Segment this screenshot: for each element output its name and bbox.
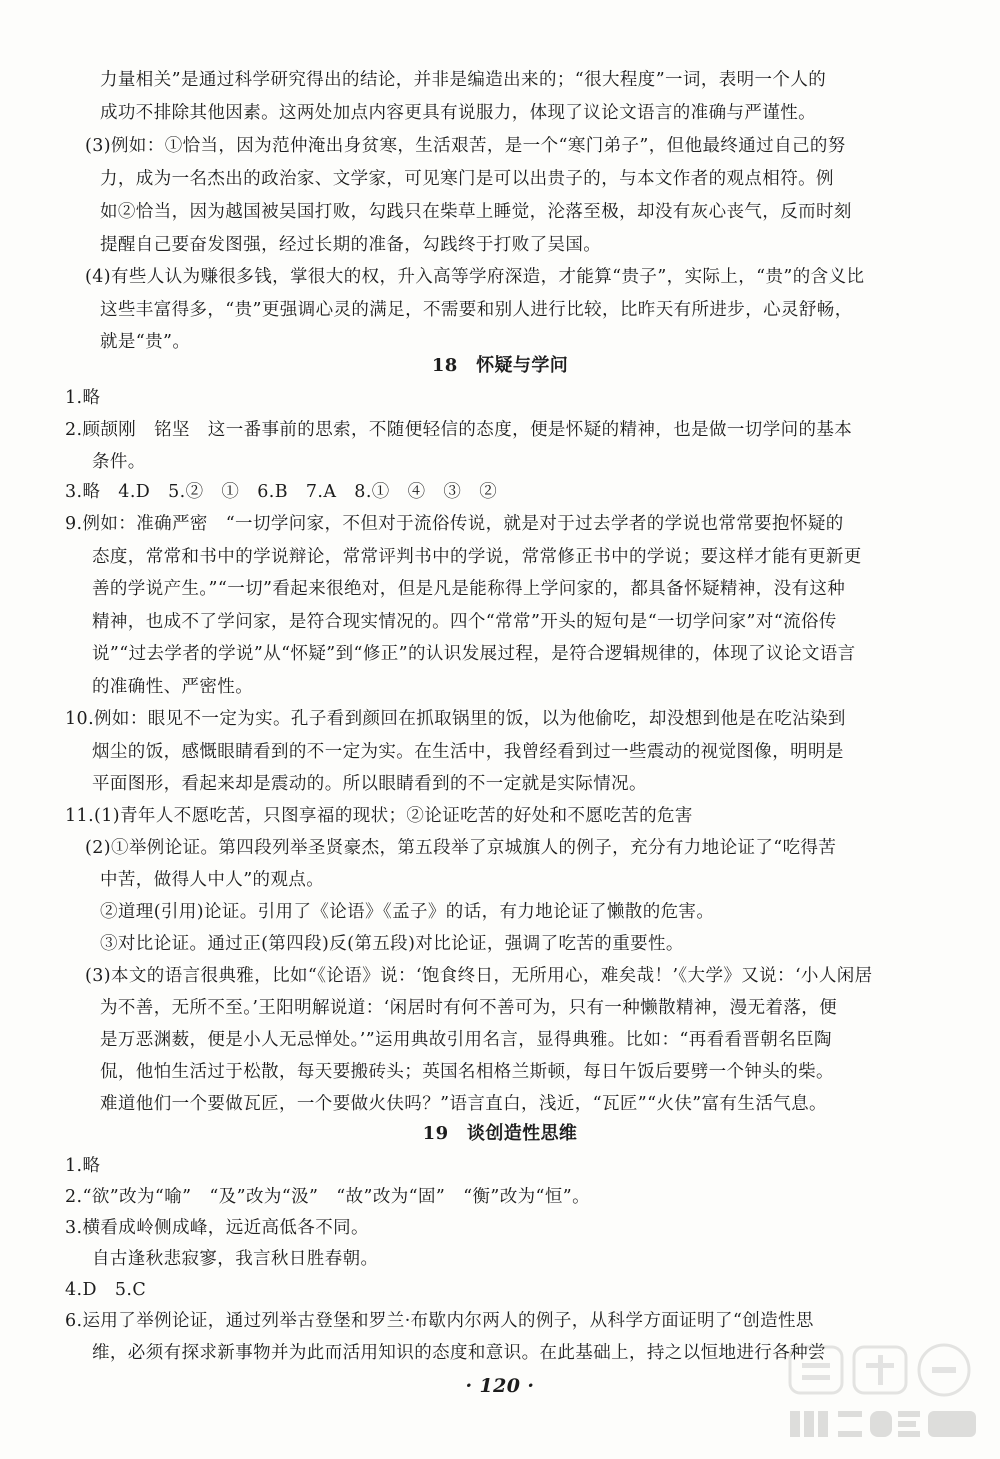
text-line: 2.顾颉刚 铭坚 这一番事前的思索，不随便轻信的态度，便是怀疑的精神，也是做一切学问的基本 [65, 420, 853, 440]
text-line: 3.略 4.D 5.② ① 6.B 7.A 8.① ④ ③ ② [65, 482, 498, 502]
text-line: 4.D 5.C [65, 1280, 147, 1300]
text-line: 条件。 [92, 452, 146, 472]
text-line: 中苦，做得人中人”的观点。 [100, 870, 325, 890]
text-line: 这些丰富得多，“贵”更强调心灵的满足，不需要和别人进行比较，比昨天有所进步，心灵舒畅， [100, 300, 853, 320]
text-line: 成功不排除其他因素。这两处加点内容更具有说服力，体现了议论文语言的准确与严谨性。 [100, 103, 816, 123]
text-line: (2)①举例论证。第四段列举圣贤豪杰，第五段举了京城旗人的例子，充分有力地论证了“吃得苦 [85, 838, 837, 858]
text-line: 态度，常常和书中的学说辩论，常常评判书中的学说，常常修正书中的学说；要这样才能有更新更 [92, 547, 862, 567]
section-heading-19: 19 谈创造性思维 [422, 1123, 578, 1144]
text-line: 善的学说产生。”“一切”看起来很绝对，但是凡是能称得上学问家的，都具备怀疑精神，没有这种 [92, 579, 846, 599]
text-line: 自古逢秋悲寂寥，我言秋日胜春朝。 [92, 1249, 379, 1269]
text-line: 2.“欲”改为“喻” “及”改为“汲” “故”改为“固” “衡”改为“恒”。 [65, 1187, 591, 1207]
text-line: 精神，也成不了学问家，是符合现实情况的。四个“常常”开头的短句是“一切学问家”对“流俗传 [92, 612, 837, 632]
text-line: (3)例如：①恰当，因为范仲淹出身贫寒，生活艰苦，是一个“寒门弟子”，但他最终通过自己的努 [85, 136, 846, 156]
text-line: 力量相关”是通过科学研究得出的结论，并非是编造出来的；“很大程度”一词，表明一个人的 [100, 70, 827, 90]
text-line: (3)本文的语言很典雅，比如“《论语》说：‘饱食终日，无所用心，难矣哉！’《大学》又说：‘小人闲居 [85, 966, 873, 986]
watermark-logo [782, 1337, 982, 1447]
text-line: 难道他们一个要做瓦匠，一个要做火伕吗？”语言直白，浅近，“瓦匠”“火伕”富有生活气息。 [100, 1094, 827, 1114]
text-line: 11.(1)青年人不愿吃苦，只图享福的现状；②论证吃苦的好处和不愿吃苦的危害 [65, 806, 693, 826]
text-line: ③对比论证。通过正(第四段)反(第五段)对比论证，强调了吃苦的重要性。 [100, 934, 684, 954]
text-line: 力，成为一名杰出的政治家、文学家，可见寒门是可以出贵子的，与本文作者的观点相符。例 [100, 169, 834, 189]
text-line: 是万恶渊薮，便是小人无忌惮处。’”运用典故引用名言，显得典雅。比如：“再看看晋朝名臣陶 [100, 1030, 832, 1050]
text-line: 如②恰当，因为越国被吴国打败，勾践只在柴草上睡觉，沦落至极，却没有灰心丧气，反而时刻 [100, 202, 852, 222]
text-line: 6.运用了举例论证，通过列举古登堡和罗兰·布歇内尔两人的例子，从科学方面证明了“创造性思 [65, 1311, 814, 1331]
text-line: (4)有些人认为赚很多钱，掌很大的权，升入高等学府深造，才能算“贵子”，实际上，“贵”的含义比 [85, 267, 865, 287]
section-heading-18: 18 怀疑与学问 [431, 355, 569, 376]
text-line: 提醒自己要奋发图强，经过长期的准备，勾践终于打败了吴国。 [100, 235, 602, 255]
page-number: · 120 · [465, 1375, 535, 1397]
text-line: 1.略 [65, 1156, 101, 1176]
text-line: 维，必须有探求新事物并为此而活用知识的态度和意识。在此基础上，持之以恒地进行各种尝 [92, 1343, 826, 1363]
text-line: 的准确性、严密性。 [92, 677, 254, 697]
text-line: 平面图形，看起来却是震动的。所以眼睛看到的不一定就是实际情况。 [92, 774, 647, 794]
text-line: 说”“过去学者的学说”从“怀疑”到“修正”的认识发展过程，是符合逻辑规律的，体现了议论文语言 [92, 644, 856, 664]
text-line: 烟尘的饭，感慨眼睛看到的不一定为实。在生活中，我曾经看到过一些震动的视觉图像，明明是 [92, 742, 844, 762]
text-line: 1.略 [65, 388, 101, 408]
text-line: 为不善，无所不至。’王阳明解说道：‘闲居时有何不善可为，只有一种懒散精神，漫无着落，便 [100, 998, 838, 1018]
text-line: 9.例如：准确严密 “一切学问家，不但对于流俗传说，就是对于过去学者的学说也常常要抱怀疑的 [65, 514, 844, 534]
text-line: ②道理(引用)论证。引用了《论语》《孟子》的话，有力地论证了懒散的危害。 [100, 902, 715, 922]
text-line: 侃，他怕生活过于松散，每天要搬砖头；英国名相格兰斯顿，每日午饭后要劈一个钟头的柴。 [100, 1062, 834, 1082]
text-line: 10.例如：眼见不一定为实。孔子看到颜回在抓取锅里的饭，以为他偷吃，却没想到他是在吃沾染到 [65, 709, 846, 729]
text-line: 就是“贵”。 [100, 332, 191, 352]
text-line: 3.横看成岭侧成峰，远近高低各不同。 [65, 1218, 369, 1238]
